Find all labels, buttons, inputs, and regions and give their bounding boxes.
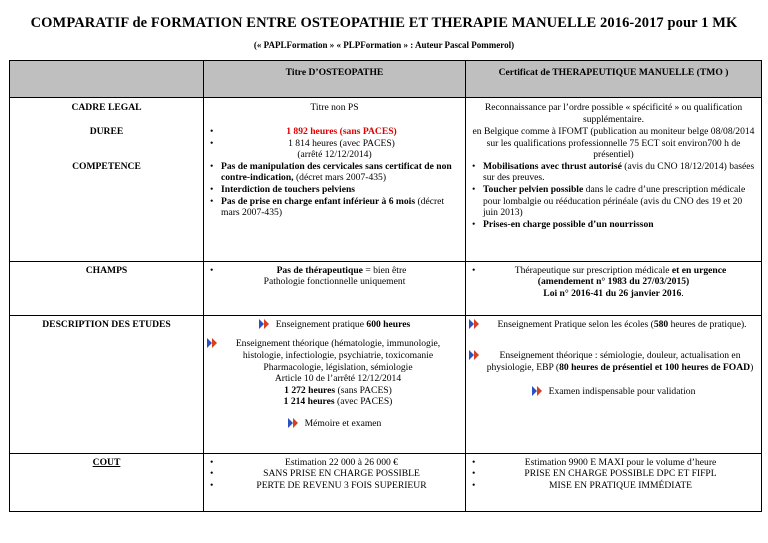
arrow-bullet-icon	[532, 386, 543, 396]
champs-tmo-line3-wrap	[469, 288, 758, 300]
header-tmo: Certificat de THERAPEUTIQUE MANUELLE (TMO )	[466, 61, 762, 98]
row-label-cadre: CADRE LEGAL	[10, 98, 204, 127]
arrow-bullet-icon	[207, 338, 218, 348]
cell-cadre-tmo: Reconnaissance par l’ordre possible « spécificité » ou qualification supplémentaire.	[466, 98, 762, 127]
etudes-tmo-pratique-block	[486, 319, 758, 331]
cell-champs-osteo	[204, 261, 466, 315]
etudes-osteo-theo-4: Article 10 de l’arrêté 12/12/2014	[274, 373, 402, 385]
competence-osteo-1-rest: (décret mars 2007-435)	[295, 172, 387, 184]
champs-tmo-bold: et en urgence	[671, 264, 727, 276]
etudes-osteo-pratique	[207, 319, 462, 331]
table-row-etudes	[10, 315, 762, 453]
header-osteo: Titre D’OSTEOPATHE	[204, 61, 466, 98]
competence-osteo-3-rest: (décret mars 2007-435)	[221, 195, 445, 219]
etudes-tmo-theo-end: )	[750, 361, 754, 373]
table-row-cout	[10, 453, 762, 511]
comparison-table	[9, 60, 762, 512]
competence-osteo-item	[207, 196, 462, 219]
champs-tmo-text: Thérapeutique sur prescription médicale	[514, 264, 670, 276]
cell-etudes-tmo	[466, 315, 762, 453]
champs-tmo-line3: Loi n° 2016-41 du 26 janvier 2016	[543, 287, 682, 299]
champs-tmo-line3-end: .	[681, 287, 684, 299]
etudes-tmo-pratique-text: Enseignement Pratique selon les écoles (	[497, 318, 654, 330]
document-subtitle: (« PAPLFormation » « PLPFormation » : Auteur Pascal Pommerol)	[253, 40, 515, 50]
table-row-cadre	[10, 98, 762, 127]
competence-osteo-2: Interdiction de touchers pelviens	[221, 183, 356, 195]
etudes-tmo-pratique	[469, 319, 758, 331]
etudes-tmo-exam-text: Examen indispensable pour validation	[548, 385, 696, 397]
table-row-champs	[10, 261, 762, 315]
table-row-competence	[10, 161, 762, 262]
row-label-etudes: DESCRIPTION DES ETUDES	[10, 315, 204, 453]
cout-osteo-item: • Estimation 22 000 à 26 000 €	[207, 457, 462, 469]
competence-tmo-2-bold: Toucher pelvien possible	[483, 183, 584, 195]
competence-tmo-1-bold: Mobilisations avec thrust autorisé	[483, 160, 622, 172]
arrow-bullet-icon	[469, 350, 480, 360]
cout-osteo-item: • SANS PRISE EN CHARGE POSSIBLE	[207, 468, 462, 480]
duree-osteo-hours-sans: 1 892 heures (sans PACES)	[286, 126, 397, 137]
competence-tmo-item	[469, 184, 758, 219]
champs-osteo-rest: = bien être	[365, 264, 407, 276]
cell-cadre-osteo: Titre non PS	[204, 98, 466, 127]
row-label-cout: COUT	[10, 453, 204, 511]
duree-osteo-item	[207, 126, 462, 138]
cout-tmo-item: • Estimation 9900 E MAXI pour le volume d’heure	[469, 457, 758, 469]
etudes-osteo-pratique-hours: 600 heures	[366, 318, 411, 330]
document-title: COMPARATIF de FORMATION ENTRE OSTEOPATHIE ET THERAPIE MANUELLE 2016-2017 pour 1 MK	[30, 15, 738, 31]
cell-duree-osteo	[204, 126, 466, 161]
competence-osteo-item	[207, 161, 462, 184]
cout-tmo-item: • MISE EN PRATIQUE IMMÉDIATE	[469, 480, 758, 492]
row-label-champs: CHAMPS	[10, 261, 204, 315]
competence-tmo-item	[469, 219, 758, 231]
cell-competence-osteo	[204, 161, 466, 262]
arrow-bullet-icon	[259, 319, 270, 329]
table-row-duree	[10, 126, 762, 161]
etudes-tmo-exam	[469, 386, 758, 398]
cout-tmo-item: • PRISE EN CHARGE POSSIBLE DPC ET FIFPL	[469, 468, 758, 480]
arrow-bullet-icon	[288, 418, 299, 428]
etudes-tmo-theo-block	[482, 350, 758, 373]
etudes-osteo-memoire-text: Mémoire et examen	[304, 417, 382, 429]
champs-tmo-line2: (amendement n° 1983 du 27/03/2015)	[537, 276, 690, 288]
etudes-osteo-memoire	[207, 418, 462, 430]
competence-tmo-2-rest: dans le cadre d’une prescription médicale pour lombalgie ou rééducation périnéale (avis du CNO des 19 et 20 juin 2013)	[483, 183, 746, 219]
cell-duree-tmo: en Belgique comme à IFOMT (publication au moniteur belge 08/08/2014 sur les qualifications professionnelle 75 ECT soit environ700 h de présentiel)	[466, 126, 762, 161]
duree-osteo-item	[207, 138, 462, 150]
competence-tmo-item	[469, 161, 758, 184]
competence-osteo-1-bold: Pas de manipulation des cervicales sans certificat de non contre-indication,	[221, 160, 452, 184]
cout-osteo-item: • PERTE DE REVENU 3 FOIS SUPERIEUR	[207, 480, 462, 492]
etudes-osteo-theo-6-rest: (avec PACES)	[337, 396, 393, 408]
champs-osteo-bold: Pas de thérapeutique	[276, 264, 363, 276]
etudes-osteo-theo-6	[214, 396, 462, 408]
row-label-competence: COMPETENCE	[10, 161, 204, 262]
duree-osteo-hours-avec: 1 814 heures (avec PACES)	[288, 137, 395, 149]
cell-cout-osteo	[204, 453, 466, 511]
duree-osteo-arrete: (arrêté 12/12/2014)	[297, 149, 372, 161]
competence-tmo-1-rest: (avis du CNO 18/12/2014) basées sur des preuves.	[483, 160, 755, 184]
etudes-osteo-theo-5-rest: (sans PACES)	[337, 384, 392, 396]
etudes-osteo-theo-2: histologie, infectiologie, psychiatrie, toxicomanie	[242, 349, 434, 361]
champs-osteo-line2: Pathologie fonctionnelle uniquement	[263, 276, 406, 288]
etudes-osteo-theo-3: Pharmacologie, législation, sémiologie	[263, 361, 413, 373]
cell-etudes-osteo	[204, 315, 466, 453]
table-header-row	[10, 61, 762, 98]
header-empty-cell	[10, 61, 204, 98]
etudes-osteo-pratique-text: Enseignement pratique	[275, 318, 364, 330]
etudes-tmo-theo-bold: 80 heures de présentiel et 100 heures de FOAD	[559, 361, 751, 373]
row-label-duree: DUREE	[10, 126, 204, 161]
competence-tmo-3-bold: Prises-en charge possible d’un nourrisson	[483, 218, 654, 230]
competence-osteo-3-bold: Pas de prise en charge enfant inférieur à 6 mois	[221, 195, 416, 207]
etudes-tmo-theo	[469, 350, 758, 373]
etudes-tmo-theo-text: Enseignement théorique : sémiologie, douleur, actualisation en physiologie, EBP (	[486, 350, 741, 373]
etudes-osteo-theo-6-bold: 1 214 heures	[283, 396, 335, 408]
etudes-osteo-theo	[207, 338, 462, 408]
etudes-tmo-pratique-end: heures de pratique).	[670, 318, 747, 330]
competence-osteo-item	[207, 184, 462, 196]
etudes-osteo-theo-5	[214, 385, 462, 397]
etudes-tmo-pratique-hours: 580	[653, 318, 669, 330]
etudes-osteo-theo-1: Enseignement théorique (hématologie, immunologie,	[235, 338, 441, 350]
etudes-osteo-theo-5-bold: 1 272 heures	[284, 384, 336, 396]
cell-cout-tmo	[466, 453, 762, 511]
cell-competence-tmo	[466, 161, 762, 262]
cell-champs-tmo	[466, 261, 762, 315]
arrow-bullet-icon	[469, 319, 480, 329]
champs-osteo-item	[207, 265, 462, 277]
etudes-osteo-theo-block	[214, 338, 462, 408]
champs-tmo-item	[469, 265, 758, 277]
